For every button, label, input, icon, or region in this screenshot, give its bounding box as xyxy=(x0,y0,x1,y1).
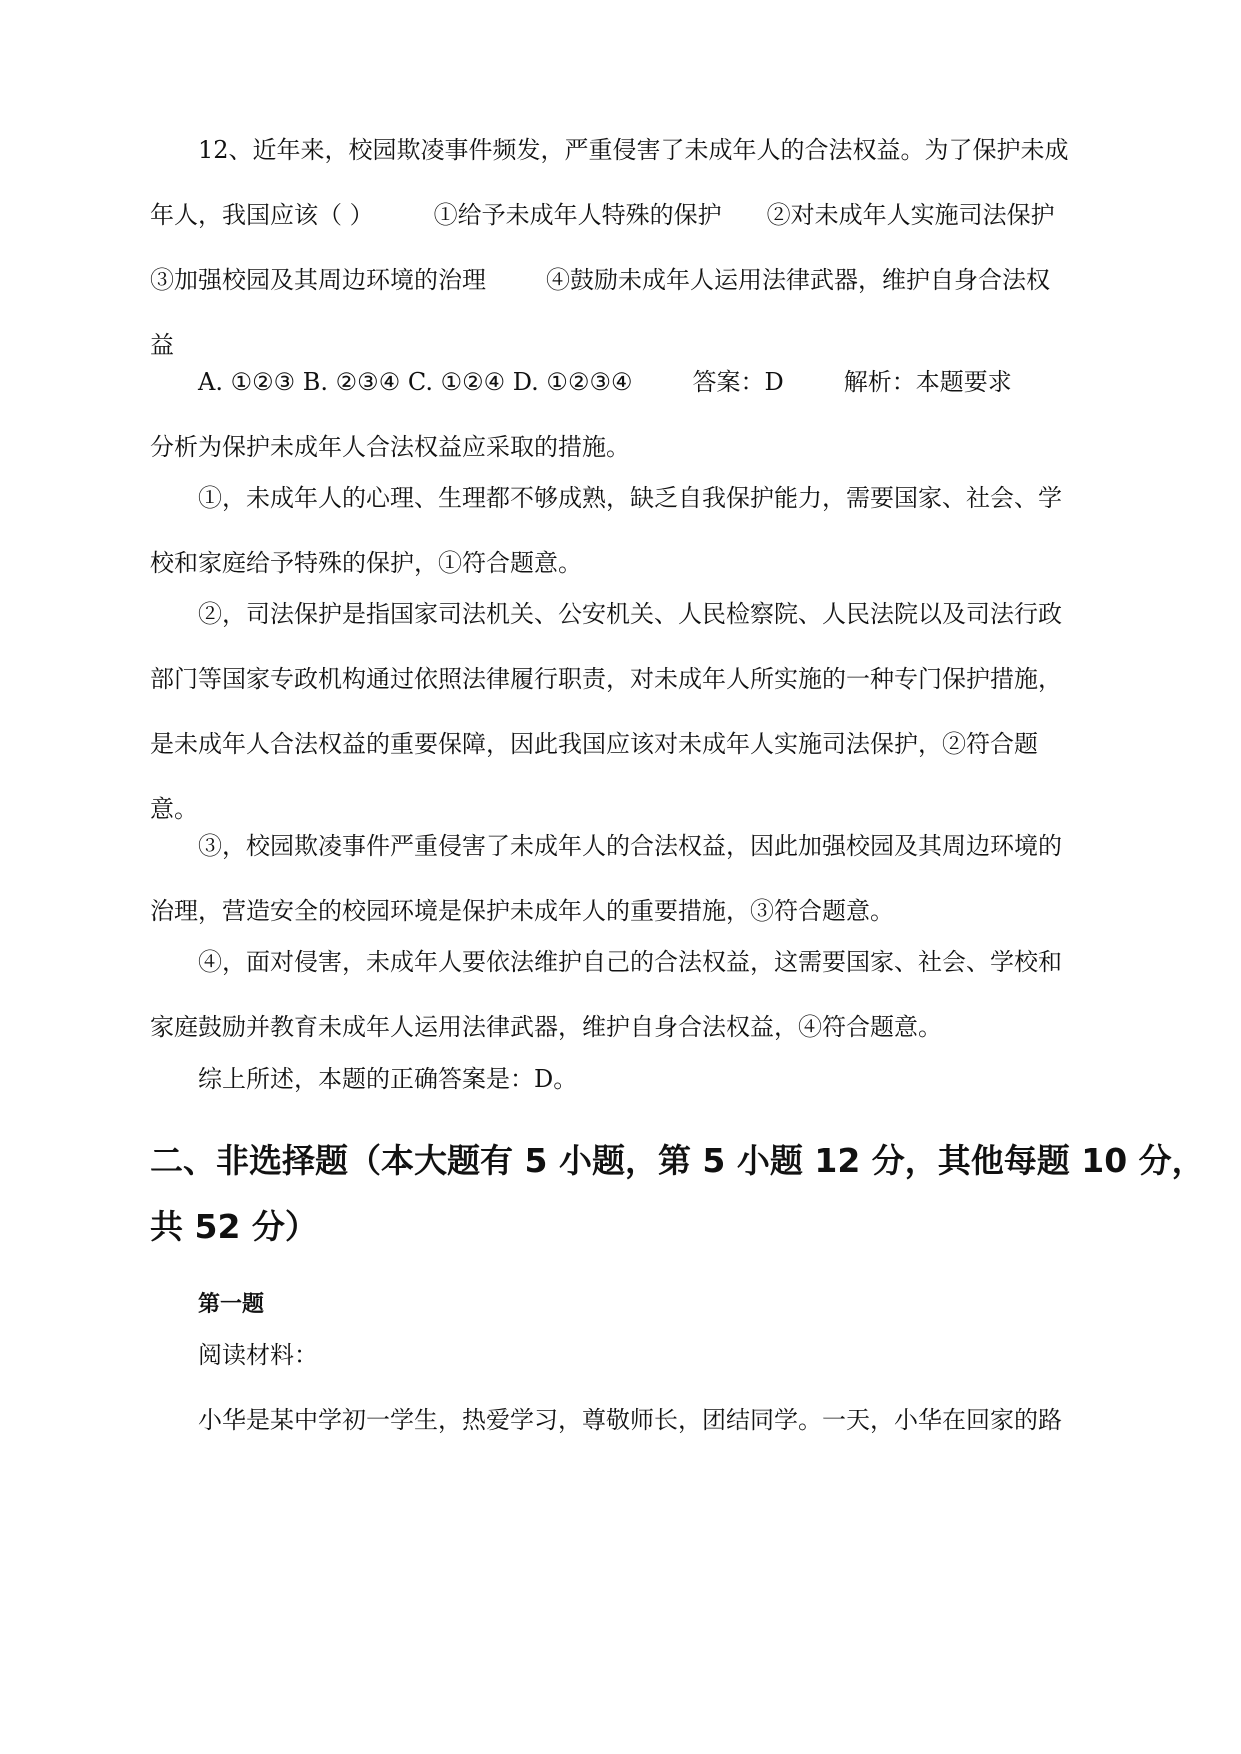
question-12-line-4: 益 xyxy=(150,331,174,359)
point-3-line-2: 治理，营造安全的校园环境是保护未成年人的重要措施，③符合题意。 xyxy=(150,897,894,925)
point-2-line-1: ②，司法保护是指国家司法机关、公安机关、人民检察院、人民法院以及司法行政 xyxy=(198,600,1062,628)
analysis-line-2: 分析为保护未成年人合法权益应采取的措施。 xyxy=(150,433,630,461)
summary xyxy=(150,1047,1090,1112)
section-heading-line-2: 共 52 分） xyxy=(150,1207,318,1246)
statement-1: ①给予未成年人特殊的保护 xyxy=(433,201,722,229)
analysis-point-2 xyxy=(150,582,1090,842)
read-material-label: 阅读材料： xyxy=(198,1341,318,1369)
section-heading-line-1: 二、非选择题（本大题有 5 小题，第 5 小题 12 分，其他每题 10 分， xyxy=(150,1141,1205,1180)
summary-line: 综上所述，本题的正确答案是：D。 xyxy=(198,1065,578,1093)
options-line xyxy=(150,350,1090,415)
point-3-line-1: ③，校园欺凌事件严重侵害了未成年人的合法权益，因此加强校园及其周边环境的 xyxy=(198,832,1062,860)
analysis-point-3 xyxy=(150,814,1090,944)
point-1-line-2: 校和家庭给予特殊的保护，①符合题意。 xyxy=(150,549,582,577)
answer-label: 答案：D xyxy=(692,368,784,396)
question-1-material xyxy=(150,1323,1090,1453)
statement-2: ②对未成年人实施司法保护 xyxy=(766,201,1055,229)
question-1-title: 第一题 xyxy=(198,1292,265,1317)
point-2-line-4: 意。 xyxy=(150,795,198,823)
point-2-line-3: 是未成年人合法权益的重要保障，因此我国应该对未成年人实施司法保护，②符合题 xyxy=(150,730,1038,758)
question-12-line-3 xyxy=(150,248,1090,313)
statement-3: ③加强校园及其周边环境的治理 xyxy=(150,266,486,294)
question-12-line-1: 12、近年来，校园欺凌事件频发，严重侵害了未成年人的合法权益。为了保护未成 xyxy=(198,136,1069,164)
point-4-line-1: ④，面对侵害，未成年人要依法维护自己的合法权益，这需要国家、社会、学校和 xyxy=(198,948,1062,976)
options-block xyxy=(150,350,1090,480)
analysis-point-4 xyxy=(150,930,1090,1060)
point-4-line-2: 家庭鼓励并教育未成年人运用法律武器，维护自身合法权益，④符合题意。 xyxy=(150,1013,942,1041)
answer-options: A. ①②③ B. ②③④ C. ①②④ D. ①②③④ xyxy=(198,368,633,396)
question-12-line-2 xyxy=(150,183,1090,248)
point-2-line-2: 部门等国家专政机构通过依照法律履行职责，对未成年人所实施的一种专门保护措施， xyxy=(150,665,1062,693)
section-heading xyxy=(150,1128,1205,1260)
question-12-stem-end: 年人，我国应该（ ） xyxy=(150,201,374,229)
analysis-label: 解析：本题要求 xyxy=(843,368,1012,396)
point-1-line-1: ①，未成年人的心理、生理都不够成熟，缺乏自我保护能力，需要国家、社会、学 xyxy=(198,484,1062,512)
analysis-point-1 xyxy=(150,466,1090,596)
question-12 xyxy=(150,118,1090,378)
material-line-1: 小华是某中学初一学生，热爱学习，尊敬师长，团结同学。一天，小华在回家的路 xyxy=(198,1406,1062,1434)
statement-4: ④鼓励未成年人运用法律武器，维护自身合法权 xyxy=(546,266,1050,294)
